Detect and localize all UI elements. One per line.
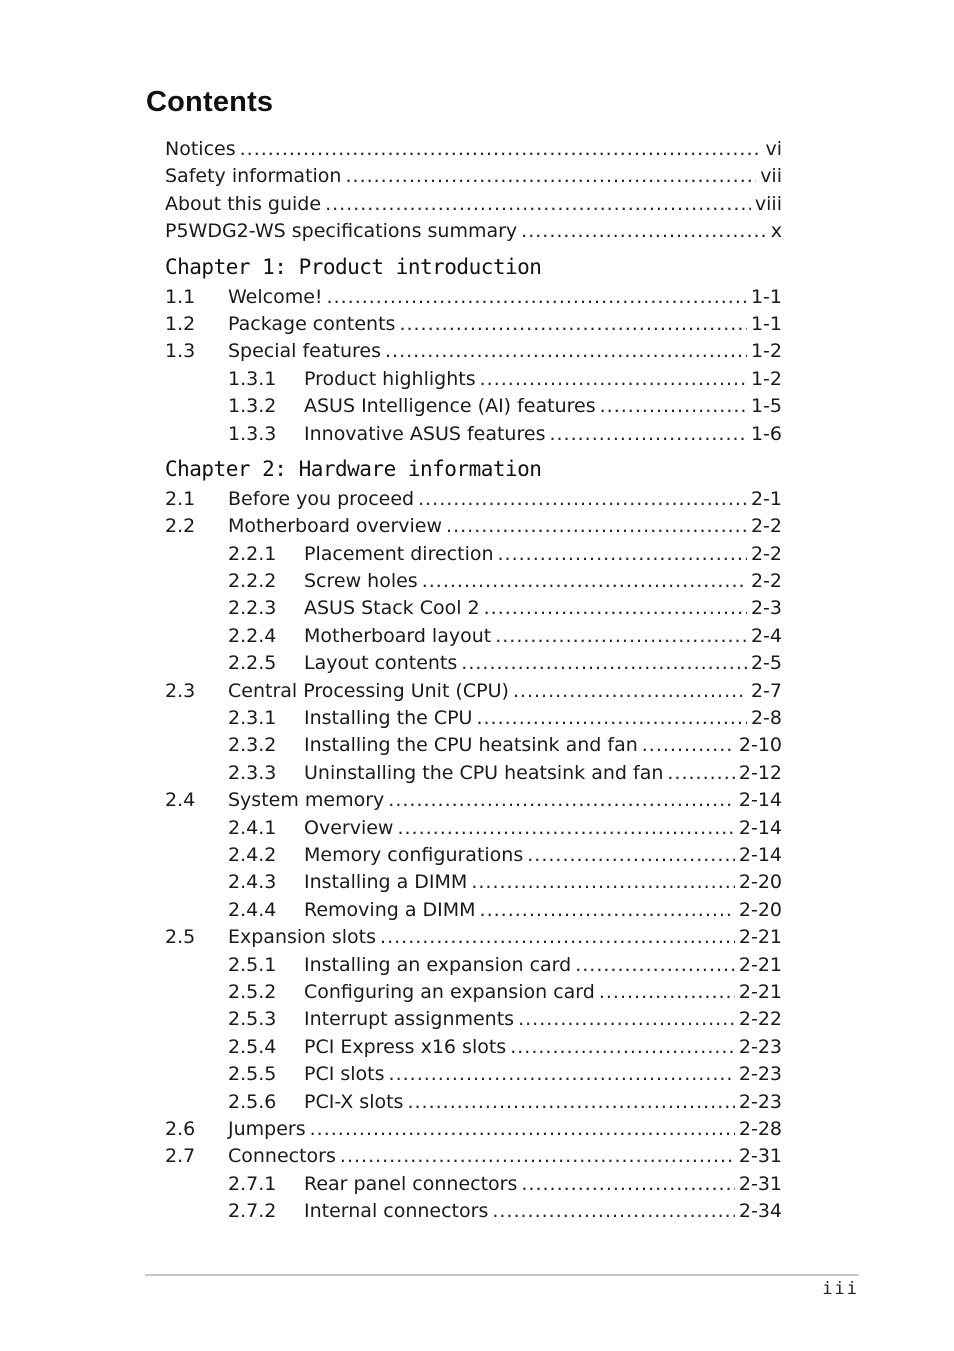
section-number: 2.2.1 xyxy=(228,542,277,565)
entry-page-number: 2-10 xyxy=(738,734,782,757)
section-number: 2.7 xyxy=(165,1145,196,1168)
entry-title: Interrupt assignments xyxy=(304,1008,515,1031)
entry-page-number: 2-31 xyxy=(738,1172,782,1195)
entry-title: ASUS Stack Cool 2 xyxy=(304,597,480,620)
entry-page-number: 2-21 xyxy=(738,980,782,1003)
toc-entry[interactable] xyxy=(165,842,782,869)
toc-entry[interactable] xyxy=(165,815,782,842)
entry-title: Special features xyxy=(228,340,381,363)
section-number: 1.1 xyxy=(165,285,196,308)
dot-leader xyxy=(471,869,735,896)
toc-entry[interactable] xyxy=(165,421,782,448)
entry-title: Expansion slots xyxy=(228,926,377,949)
toc-entry[interactable] xyxy=(165,595,782,622)
section-number: 2.2.3 xyxy=(228,597,277,620)
entry-title: Jumpers xyxy=(228,1117,306,1140)
dot-leader xyxy=(399,311,747,338)
section-number: 2.4.2 xyxy=(228,843,277,866)
dot-leader xyxy=(385,338,747,365)
entry-title: Safety information xyxy=(165,165,342,188)
entry-title: Notices xyxy=(165,138,236,160)
entry-page-number: 2-28 xyxy=(738,1117,782,1140)
entry-title: Before you proceed xyxy=(228,487,415,510)
toc-entry[interactable] xyxy=(165,760,782,787)
entry-title: Screw holes xyxy=(304,570,418,593)
entry-title: Layout contents xyxy=(304,652,458,675)
entry-page-number: 2-21 xyxy=(738,953,782,976)
dot-leader xyxy=(446,513,747,540)
entry-page-number: vi xyxy=(765,138,782,160)
toc-entry[interactable] xyxy=(165,952,782,979)
dot-leader xyxy=(642,732,735,759)
section-number: 1.3.3 xyxy=(228,422,277,445)
entry-page-number: 2-1 xyxy=(750,487,782,510)
entry-title: ASUS Intelligence (AI) features xyxy=(304,395,596,418)
entry-title: Welcome! xyxy=(228,285,323,308)
dot-leader xyxy=(310,1116,735,1143)
entry-title: PCI Express x16 slots xyxy=(304,1035,507,1058)
toc-entry[interactable] xyxy=(165,678,782,705)
entry-page-number: vii xyxy=(760,165,782,188)
entry-page-number: 2-4 xyxy=(750,624,782,647)
entry-page-number: 2-20 xyxy=(738,898,782,921)
dot-leader xyxy=(518,1006,735,1033)
dot-leader xyxy=(389,1061,735,1088)
chapter-heading: Chapter 2: Hardware information xyxy=(165,456,542,481)
toc-entry[interactable] xyxy=(165,732,782,759)
entry-title: Central Processing Unit (CPU) xyxy=(228,679,509,702)
section-number: 2.7.2 xyxy=(228,1200,277,1223)
page-title: Contents xyxy=(146,86,274,118)
dot-leader xyxy=(484,595,747,622)
toc-entry[interactable] xyxy=(165,393,782,420)
toc-entry[interactable] xyxy=(165,191,782,218)
entry-title: Internal connectors xyxy=(304,1200,489,1223)
toc-entry[interactable] xyxy=(165,1061,782,1088)
toc-entry[interactable] xyxy=(165,869,782,896)
entry-page-number: 2-14 xyxy=(738,816,782,839)
entry-page-number: 2-8 xyxy=(750,707,782,730)
dot-leader xyxy=(480,897,735,924)
entry-title: Innovative ASUS features xyxy=(304,422,546,445)
section-number: 1.3.1 xyxy=(228,367,277,390)
dot-leader xyxy=(510,1034,735,1061)
section-number: 2.5.3 xyxy=(228,1008,277,1031)
entry-page-number: 2-2 xyxy=(750,570,782,593)
toc-entry[interactable] xyxy=(165,513,782,540)
toc-entry[interactable] xyxy=(165,541,782,568)
entry-page-number: 2-5 xyxy=(750,652,782,675)
entry-page-number: x xyxy=(770,220,782,243)
dot-leader xyxy=(521,218,767,245)
entry-title: PCI slots xyxy=(304,1063,385,1086)
dot-leader xyxy=(599,979,735,1006)
section-number: 2.2.2 xyxy=(228,570,277,593)
toc-entry[interactable] xyxy=(165,1143,782,1170)
entry-title: Removing a DIMM xyxy=(304,898,476,921)
section-number: 2.4.3 xyxy=(228,871,277,894)
dot-leader xyxy=(327,284,747,311)
toc-entry[interactable] xyxy=(165,650,782,677)
entry-title: Configuring an expansion card xyxy=(304,980,595,1003)
chapter-heading: Chapter 1: Product introduction xyxy=(165,254,542,279)
toc-entry[interactable] xyxy=(165,705,782,732)
entry-page-number: 2-3 xyxy=(750,597,782,620)
section-number: 2.5.2 xyxy=(228,980,277,1003)
dot-leader xyxy=(600,393,747,420)
entry-title: Uninstalling the CPU heatsink and fan xyxy=(304,761,664,784)
entry-title: Placement direction xyxy=(304,542,494,565)
entry-title: Installing the CPU heatsink and fan xyxy=(304,734,638,757)
dot-leader xyxy=(513,678,747,705)
dot-leader xyxy=(575,952,735,979)
entry-title: P5WDG2-WS specifications summary xyxy=(165,220,518,243)
dot-leader xyxy=(492,1198,735,1225)
dot-leader xyxy=(418,486,747,513)
entry-title: Rear panel connectors xyxy=(304,1172,518,1195)
entry-page-number: 2-20 xyxy=(738,871,782,894)
toc-entry[interactable] xyxy=(165,163,782,190)
section-number: 2.5.5 xyxy=(228,1063,277,1086)
section-number: 2.3 xyxy=(165,679,196,702)
toc-entry[interactable] xyxy=(165,338,782,365)
dot-leader xyxy=(495,623,747,650)
toc-entry[interactable] xyxy=(165,1034,782,1061)
toc-entry[interactable] xyxy=(165,218,782,245)
toc-entry[interactable] xyxy=(165,1089,782,1116)
entry-page-number: 1-1 xyxy=(750,312,782,335)
entry-page-number: 2-34 xyxy=(738,1200,782,1223)
section-number: 2.3.1 xyxy=(228,707,277,730)
toc-entry[interactable] xyxy=(165,623,782,650)
dot-leader xyxy=(498,541,747,568)
toc-entry[interactable] xyxy=(165,787,782,814)
dot-leader xyxy=(388,787,735,814)
toc-entry[interactable] xyxy=(165,136,782,163)
entry-title: Memory configurations xyxy=(304,843,524,866)
dot-leader xyxy=(667,760,734,787)
dot-leader xyxy=(480,366,747,393)
dot-leader xyxy=(461,650,747,677)
entry-page-number: 2-12 xyxy=(738,761,782,784)
entry-page-number: 2-7 xyxy=(750,679,782,702)
footer-divider xyxy=(145,1274,859,1276)
section-number: 2.4 xyxy=(165,789,196,812)
page-number: iii xyxy=(822,1279,859,1299)
dot-leader xyxy=(380,924,735,951)
entry-title: Package contents xyxy=(228,312,396,335)
toc-entry[interactable] xyxy=(165,1171,782,1198)
dot-leader xyxy=(476,705,746,732)
dot-leader xyxy=(325,191,751,218)
entry-page-number: 2-2 xyxy=(750,515,782,538)
dot-leader xyxy=(521,1171,735,1198)
section-number: 2.7.1 xyxy=(228,1172,277,1195)
entry-page-number: 2-23 xyxy=(738,1090,782,1113)
entry-page-number: 1-5 xyxy=(750,395,782,418)
section-number: 2.3.2 xyxy=(228,734,277,757)
entry-page-number: 1-2 xyxy=(750,340,782,363)
toc-entry[interactable] xyxy=(165,1198,782,1225)
entry-title: PCI-X slots xyxy=(304,1090,404,1113)
entry-page-number: 1-6 xyxy=(750,422,782,445)
entry-page-number: 2-23 xyxy=(738,1035,782,1058)
entry-title: Motherboard overview xyxy=(228,515,443,538)
entry-page-number: 2-2 xyxy=(750,542,782,565)
entry-title: Overview xyxy=(304,816,394,839)
entry-title: About this guide xyxy=(165,192,322,215)
section-number: 2.5.1 xyxy=(228,953,277,976)
section-number: 2.2.5 xyxy=(228,652,277,675)
section-number: 2.5.4 xyxy=(228,1035,277,1058)
section-number: 1.3 xyxy=(165,340,196,363)
dot-leader xyxy=(527,842,735,869)
entry-title: Product highlights xyxy=(304,367,476,390)
section-number: 2.2 xyxy=(165,515,196,538)
toc-entry[interactable] xyxy=(165,1116,782,1143)
entry-page-number: 2-14 xyxy=(738,789,782,812)
entry-title: System memory xyxy=(228,789,385,812)
section-number: 1.3.2 xyxy=(228,395,277,418)
entry-title: Installing a DIMM xyxy=(304,871,468,894)
section-number: 2.4.4 xyxy=(228,898,277,921)
section-number: 2.1 xyxy=(165,487,196,510)
toc-entry[interactable] xyxy=(165,924,782,951)
section-number: 2.3.3 xyxy=(228,761,277,784)
toc-entry[interactable] xyxy=(165,486,782,513)
toc-entry[interactable] xyxy=(165,311,782,338)
entry-page-number: 2-23 xyxy=(738,1063,782,1086)
toc-entry[interactable] xyxy=(165,284,782,311)
dot-leader xyxy=(240,136,762,163)
toc-entry[interactable] xyxy=(165,366,782,393)
entry-page-number: viii xyxy=(754,192,782,215)
entry-page-number: 1-2 xyxy=(750,367,782,390)
entry-title: Installing an expansion card xyxy=(304,953,572,976)
dot-leader xyxy=(397,815,734,842)
section-number: 2.5.6 xyxy=(228,1090,277,1113)
entry-title: Installing the CPU xyxy=(304,707,473,730)
entry-page-number: 2-14 xyxy=(738,843,782,866)
dot-leader xyxy=(422,568,747,595)
toc-entry[interactable] xyxy=(165,897,782,924)
section-number: 2.6 xyxy=(165,1117,196,1140)
entry-page-number: 2-22 xyxy=(738,1008,782,1031)
dot-leader xyxy=(407,1089,734,1116)
toc-entry[interactable] xyxy=(165,1006,782,1033)
table-of-contents xyxy=(165,136,782,1225)
dot-leader xyxy=(340,1143,735,1170)
dot-leader xyxy=(549,421,746,448)
toc-entry[interactable] xyxy=(165,979,782,1006)
section-number: 2.2.4 xyxy=(228,624,277,647)
section-number: 2.4.1 xyxy=(228,816,277,839)
entry-title: Motherboard layout xyxy=(304,624,492,647)
entry-page-number: 1-1 xyxy=(750,285,782,308)
entry-title: Connectors xyxy=(228,1145,336,1168)
dot-leader xyxy=(345,163,756,190)
section-number: 2.5 xyxy=(165,926,196,949)
section-number: 1.2 xyxy=(165,312,196,335)
entry-page-number: 2-21 xyxy=(738,926,782,949)
entry-page-number: 2-31 xyxy=(738,1145,782,1168)
toc-entry[interactable] xyxy=(165,568,782,595)
